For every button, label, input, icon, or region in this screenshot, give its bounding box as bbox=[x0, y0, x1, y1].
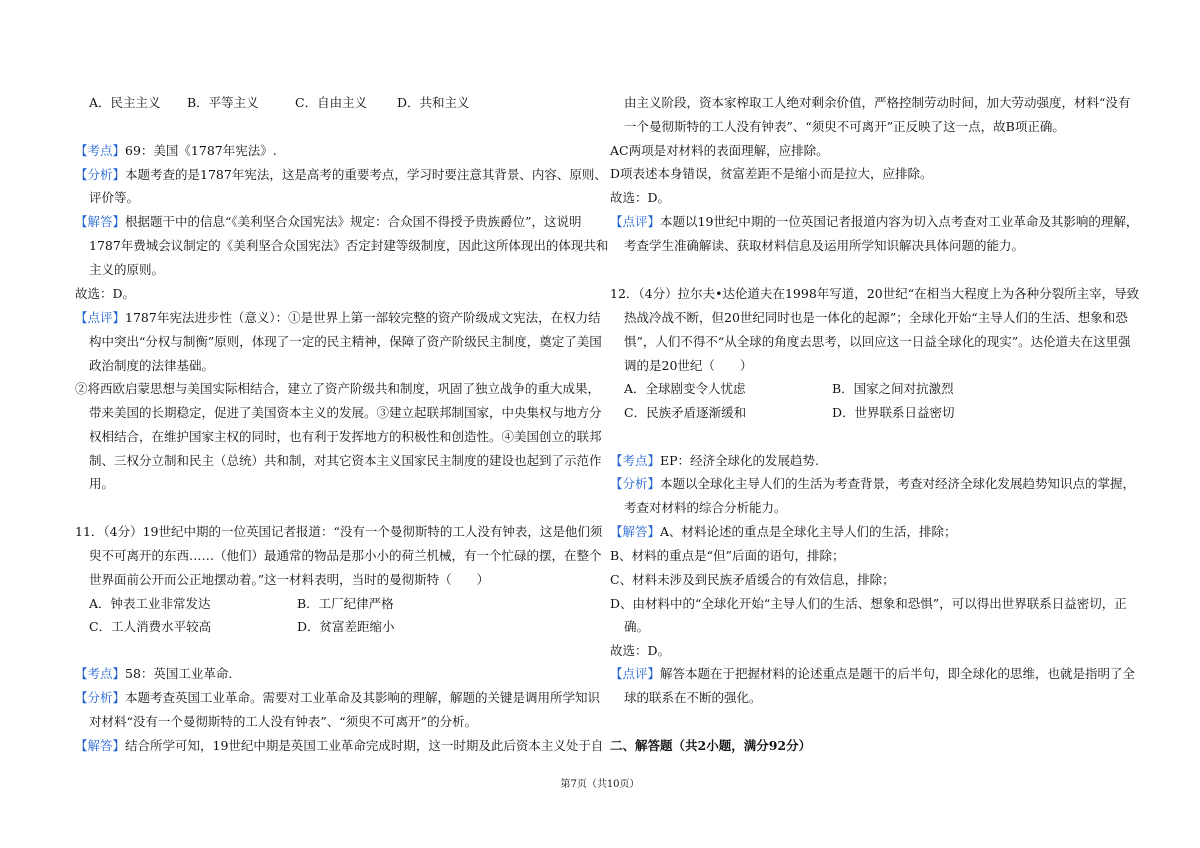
q12-line-2: 热战冷战不断，但20世纪同时也是一体化的起源”；全球化开始“主导人们的生活、想象和恐 bbox=[624, 310, 1128, 325]
para2-line-5: 用。 bbox=[89, 476, 115, 491]
c-line: C、材料未涉及到民族矛盾缓合的有效信息，排除； bbox=[610, 572, 895, 587]
kaodian2-line: 【考点】58：英国工业革命. bbox=[75, 666, 233, 681]
para2-line-2: 带来美国的长期稳定，促进了美国资本主义的发展。③建立起联邦制国家，中央集权与地方分 bbox=[89, 405, 602, 420]
q12-line-1: 12．（4分）拉尔夫•达伦道夫在1998年写道，20世纪“在相当大程度上为各种分裂所主宰，导致 bbox=[610, 286, 1140, 301]
dianping-line-3: 政治制度的法律基础。 bbox=[89, 358, 215, 373]
answer-line: 故选：D。 bbox=[75, 286, 136, 301]
q12-option-a: A．全球剧变令人忧虑 bbox=[624, 381, 746, 396]
para2-line-3: 权相结合，在维护国家主权的同时，也有利于发挥地方的积极性和创造性。④美国创立的联邦 bbox=[89, 429, 602, 444]
q10-option-b: B．平等主义 bbox=[187, 95, 259, 110]
q11-line-2: 臾不可离开的东西……（他们）最通常的物品是那小小的荷兰机械，有一个忙碌的摆，在整个 bbox=[89, 548, 602, 563]
q11-option-c: C．工人消费水平较高 bbox=[89, 619, 212, 634]
fenxi-r-line-2: 考查对材料的综合分析能力。 bbox=[624, 500, 787, 515]
kaodian-line: 【考点】69：美国《1787年宪法》. bbox=[75, 143, 277, 158]
q12-option-c: C．民族矛盾逐渐缓和 bbox=[624, 405, 747, 420]
cont-line-2: 一个曼彻斯特的工人没有钟表”、“须臾不可离开”正反映了这一点，故B项正确。 bbox=[624, 119, 1065, 134]
section-heading: 二、解答题（共2小题，满分92分） bbox=[610, 738, 812, 753]
q10-option-d: D．共和主义 bbox=[397, 95, 470, 110]
jieda-r-line: 【解答】A、材料论述的重点是全球化主导人们的生活，排除； bbox=[610, 524, 957, 539]
answer-line-d: 故选：D。 bbox=[610, 643, 671, 658]
b-line: B、材料的重点是“但”后面的语句，排除； bbox=[610, 548, 845, 563]
dianping-r-line-1: 【点评】本题以19世纪中期的一位英国记者报道内容为切入点考查对工业革命及其影响的理解， bbox=[610, 214, 1139, 229]
d-line-1: D、由材料中的“全球化开始“主导人们的生活、想象和恐惧”，可以得出世界联系日益密切，正 bbox=[610, 596, 1127, 611]
para2-line-4: 制、三权分立制和民主（总统）共和制，对其它资本主义国家民主制度的建设也起到了示范作 bbox=[89, 453, 602, 468]
dianping2-line-2: 球的联系在不断的强化。 bbox=[624, 690, 762, 705]
q11-option-d: D．贫富差距缩小 bbox=[297, 619, 395, 634]
q12-line-3: 惧”，人们不得不“从全球的角度去思考，以回应这一日益全球化的现实”。达伦道夫在这里强 bbox=[624, 334, 1131, 349]
q12-option-b: B．国家之间对抗激烈 bbox=[832, 381, 954, 396]
fenxi-r-line-1: 【分析】本题以全球化主导人们的生活为考查背景，考查对经济全球化发展趋势知识点的掌握， bbox=[610, 476, 1136, 491]
kaodian-r-line: 【考点】EP：经济全球化的发展趋势. bbox=[610, 453, 820, 468]
jieda-line-1: 【解答】根据题干中的信息“《美利坚合众国宪法》规定：合众国不得授予贵族爵位”，这说明 bbox=[75, 214, 582, 229]
dianping-line-1: 【点评】1787年宪法进步性（意义）：①是世界上第一部较完整的资产阶级成文宪法，在权力结 bbox=[75, 310, 601, 325]
fenxi-line-1: 【分析】本题考查的是1787年宪法，这是高考的重要考点，学习时要注意其背景、内容、原则、 bbox=[75, 167, 607, 182]
d-line-2: 确。 bbox=[624, 619, 650, 634]
q12-option-d: D．世界联系日益密切 bbox=[832, 405, 955, 420]
q11-option-a: A．钟表工业非常发达 bbox=[89, 596, 211, 611]
jieda-line-3: 主义的原则。 bbox=[89, 262, 165, 277]
dianping-r-line-2: 考查学生准确解读、获取材料信息及运用所学知识解决具体问题的能力。 bbox=[624, 238, 1025, 253]
fenxi2-line-2: 对材料“没有一个曼彻斯特的工人没有钟表”、“须臾不可离开”的分析。 bbox=[89, 714, 478, 729]
page-footer: 第7页（共10页） bbox=[560, 779, 640, 790]
dianping-line-2: 构中突出“分权与制衡”原则，体现了一定的民主精神，保障了资产阶级民主制度，奠定了美国 bbox=[89, 334, 602, 349]
jieda-line-2: 1787年费城会议制定的《美利坚合众国宪法》否定封建等级制度，因此这所体现出的体现共和 bbox=[89, 238, 609, 253]
q10-option-a: A．民主主义 bbox=[89, 95, 161, 110]
ac-line: AC两项是对材料的表面理解，应排除。 bbox=[610, 143, 829, 158]
para2-line-1: ②将西欧启蒙思想与美国实际相结合，建立了资产阶级共和制度，巩固了独立战争的重大成果， bbox=[75, 381, 601, 396]
q11-line-3: 世界面前公开而公正地摆动着。”这一材料表明，当时的曼彻斯特（ ） bbox=[89, 572, 490, 587]
d-line: D项表述本身错误，贫富差距不是缩小而是拉大，应排除。 bbox=[610, 166, 933, 181]
q11-line-1: 11．（4分）19世纪中期的一位英国记者报道：“没有一个曼彻斯特的工人没有钟表，这是他们须 bbox=[75, 524, 603, 539]
cont-line-1: 由主义阶段，资本家榨取工人绝对剩余价值，严格控制劳动时间，加大劳动强度，材料“没有 bbox=[624, 95, 1131, 110]
fenxi2-line-1: 【分析】本题考查英国工业革命。需要对工业革命及其影响的理解，解题的关键是调用所学知识 bbox=[75, 690, 601, 705]
jieda2-line: 【解答】结合所学可知，19世纪中期是英国工业革命完成时期，这一时期及此后资本主义处于自 bbox=[75, 738, 604, 753]
q12-line-4: 调的是20世纪（ ） bbox=[624, 358, 753, 373]
q10-option-c: C．自由主义 bbox=[295, 95, 368, 110]
answer-line-b: 故选：D。 bbox=[610, 190, 671, 205]
fenxi-line-2: 评价等。 bbox=[89, 190, 140, 205]
q11-option-b: B．工厂纪律严格 bbox=[297, 596, 394, 611]
dianping2-line-1: 【点评】解答本题在于把握材料的论述重点是题干的后半句，即全球化的思维，也就是指明了全 bbox=[610, 666, 1136, 681]
